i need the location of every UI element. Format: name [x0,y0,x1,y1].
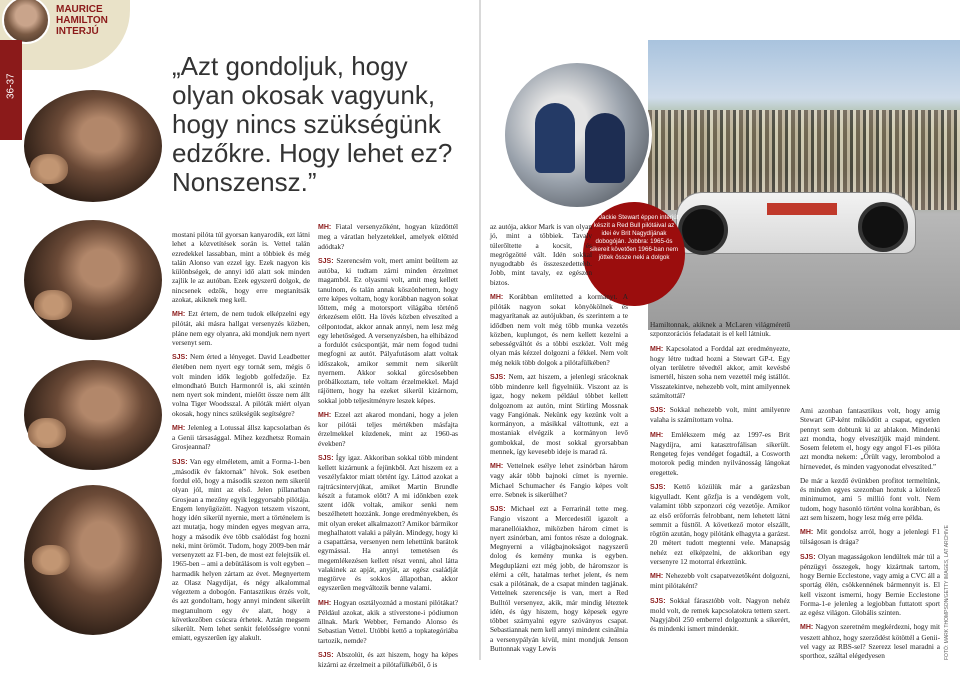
speaker-label: MH: [800,529,814,536]
page-number: 36-37 [5,73,17,99]
paragraph [490,461,628,499]
speaker-label: SJS: [318,651,334,659]
paragraph [650,320,790,339]
text-column-5 [800,406,940,665]
speaker-label: SJS: [650,407,666,414]
paragraph [318,256,458,405]
paragraph [490,372,628,456]
speaker-label: SJS: [800,553,816,561]
paragraph [650,430,790,477]
paragraph-text: Michael ezt a Ferrarinál tette meg. Fangio viszont a Mercedestől igazolt a maranellóiakhoz, miközben három címet is nyert zsinórban, ami fontos része a dolognak. Megnyerni a világbajnokságot nagyszerű dolog és kemény munka is egyben. Megduplázni ezt még jobb, de háromszor is elérni a célt, hatalmas terhet jelent, és nem csak a pilótának, de a csapat minden tagjának. Vettelnek szerencséje is van, mert a Red Bulltól versenyez, akik, már mindig léteztek idén, és úgy hiszem, hogy képesek egyre többet szárnyalni egyre szóványos csapat. Sebastiannak nem kell annyi mindent csinálnia a versenypályán kívül, mint mondjuk Jenson Buttonnak vagy Lewis [490,504,628,653]
paragraph-text: Kapcsolatod a Forddal azt eredményezte, hogy létre tudtad hozni a Stewart GP-t. Egy olyan területre tévedtél akkor, amit kevésbé ismertél, hiszen soha nem vezettél még istállót. Visszatekintve, nehezebb volt, mint amilyennek számítottál? [650,343,790,400]
paragraph-text: Ezt értem, de nem tudok elképzelni egy pilótát, aki másra hallgat versenyzés közben, pláne nem egy olyanra, aki mondjuk nem nyert versenyt sem. [172,309,310,347]
paragraph-text: Van egy elméletem, amit a Forma-1-ben „második év faktornak” hívok. Sok esetben fordul elő, hogy a második szezon nem sikerül olyan jól, mint az első. Jelen pillanatban Grosjean a mezőny egyik leggyorsabb pilótája. Engem lenyűgözött. Nagyon tetszem viszont, hogy idén sikerül nyernie, mert a történelem is azt mutatja, hogy minden egyes megvan arra, hogy a második éve több csalódást fog hozni neki, mint örömöt. Tudom, hogy 2009-ben már versenyzett az F1-ben, de most ezt felejtsük el. 1965-ben – ami a debütálásom is volt egyben – harmadik helyen zártam az évet. Megnyertem az Olasz Nagydíjat, és négy alkalommal végeztem a dobogón. Fantasztikus érzés volt, és azt gondoltam, hogy annyi mindent sikerült megtanulnom egy év alatt, hogy a következőben csúcsra érhetek. Aztán megsem sikerült. Nem lehet senkit felelősségre vonni emiatt, egyszerűen így alakult. [172,456,310,643]
paragraph-text: Szerencsém volt, mert amint beültem az autóba, ki tudtam zárni minden érzelmet magamból. Ez olyasmi volt, amit meg kellett tanulnom, és talán annak köszönhettem, hogy erre képes voltam, hogy korábban nagyon sokat lőttem, még a motorsport világába történő érkezésem előtt. Ha lövés közben elveszíted a célpontodat, akkor annak annyi, nem lesz még egy lehetőséged. A versenyzésben, ha elhibázod a fordulót csúcspontját, már nem fogod tudni megfogni az autót. Pályafutásom alatt voltak időszakok, amikor semmit nem sikerült nyernem. Akkor sokkal görcsösebben próbálkoztam, tele voltam érzelmekkel. Majd rájöttem, hogy ha ezeket sikerül kizárnom, sokkal jobb teljesítményre leszek képes. [318,255,459,405]
speaker-label: SJS: [490,373,506,381]
paragraph-text: Fiatal versenyzőként, hogyan küzdöttél meg a váratlan helyzetekkel, amelyek előttéd adódtak? [318,222,458,251]
paragraph [318,222,458,251]
paragraph-text: Kettő közülük már a garázsban kigyulladt. Kent gőzfja is a vendégem volt, valamint több szponzori cég vezetője. Amikor az első erőforrás felrobbant, nem lehetett látni semmit a füsttől. A következő motor elszállt, rögtön azután, hogy pilótánk elhagyta a garázst. 20 métert tudott megtenni vele. Manapság nehéz ezt elképzelni, de akkoriban egy versenyre 12 motorral érkeztünk. [650,481,790,566]
portrait-photo-2 [24,220,162,340]
speaker-label: MH: [650,573,664,580]
paragraph [318,598,458,645]
speaker-label: SJS: [650,483,666,491]
speaker-label: MH: [800,624,814,632]
paragraph [490,222,628,287]
speaker-label: MH: [650,431,664,439]
portrait-hand [34,290,72,320]
speaker-label: SJS: [490,506,506,513]
text-column-4 [650,320,790,639]
speaker-label: MH: [318,224,332,231]
car-wheel-rear [858,202,908,252]
text-column-1 [172,230,310,648]
paragraph-text: Nagyon szeretném megkérdezni, hogy mit veszett ahhoz, hogy szerződést kötöttél a Genii-vel vagy az RBS-sel? Szerezz lesel maradni a sporthoz, száltal elégedyesen [800,622,940,660]
paragraph-text: Így igaz. Akkoriban sokkal több mindent kellett kizárnunk a fejünkből. Azt hiszem ez a veszélyfaktor miatt történt így. Láttod azokat a rajtrácsintervjúkat, amiket Martin Brundle készít a futamok előtt? A mi időnkben ezek szent idők voltak, amikor senki nem beszélhetett hozzánk. Jonge eredményekben, és mit olyan ereket alkalmazott? Amikor bármikor meghalhatott valaki a pályán. Mindegy, hogy ki a csapattársa, versenyen nem lehettünk barátok egymással. Ha annyi temetésen és megemlékezésen kellett részt venni, ahol látta valakinek az apját, anyját, az egész családját megtörve és sokkos állapotban, akkor egyszerűen megváltozik benne valami. [318,452,459,593]
paragraph [172,309,310,347]
paragraph-text: Jelenleg a Lotussal állsz kapcsolatban és a Genii társasággal. Mihez kezdhetsz Romain Grosjeannal? [172,422,310,452]
page-spine [479,0,481,660]
paragraph-text: Vettelnek esélye lehet zsinórban három vagy akár több bajnoki címet is nyernie. Michael Schumacher és Fangio képes volt erre. Sebnek is sikerülhet? [490,461,628,499]
paragraph-text: Nehezebb volt csapatvezetőként dolgozni, mint pilótaként? [650,571,790,591]
paragraph-text: Nem érted a lényeget. David Leadbetter életében nem nyert egy tornát sem, mégis ő volt minden idők legjobb golfedzője. Ez elmondható Butch Harmonról is, aki szintén nem nyert sok mindent, mielőtt össze nem állt volna Tiger Woodsszal. A pilóták miért olyan okosak, hogy nincs szükségük segítségre? [172,352,310,418]
paragraph-text: Emlékszem még az 1997-es Brit Nagydíjra, ami katasztrofálisan sikerült. Rengeteg fejes vendéget fogadtál, a Cosworth motorok pedig minden nyilvánosság lángokat eregettek. [650,429,790,477]
header-line-3: INTERJÚ [56,26,99,37]
driver-figure [585,113,625,183]
speaker-label: SJS: [172,458,188,466]
paragraph-text: Olyan magasságokon lendültek már túl a pénzügyi összegek, hogy kizártnak tartom, hogy Bernie Ecclestone, vagy amig a CVC áll a sportág élén, csökkennének bármennyit is. El kell viszont ismerni, hogy Bernie Ecclestone Forma-1-e jelenleg a legjobban futtatott sport az egész világon. Globális szinten. [800,551,941,617]
paragraph [800,552,940,618]
paragraph [318,453,458,593]
paragraph [650,571,790,591]
paragraph-text: Abszolút, és azt hiszem, hogy ha képes kizárni az érzelmeit a pilótafülkéből, ő is [318,649,458,669]
paragraph [650,596,790,634]
portrait-hand [32,545,70,575]
paragraph-text: Ezzel azt akarod mondani, hogy a jelen kor pilótái teljes mértékben másfajta érzelmekkel küzdenek, mint az 1960-as években? [318,409,458,448]
paragraph [650,344,790,401]
paragraph-text: Sokkal nehezebb volt, mint amilyenre valaha is számítottam volna. [650,405,791,425]
speaker-label: MH: [490,293,504,301]
paragraph [650,405,790,425]
paragraph [800,406,940,471]
paragraph [172,423,310,452]
speaker-label: MH: [650,345,664,353]
paragraph [800,476,940,522]
speaker-label: SJS: [650,597,666,605]
paragraph-text: Korábban említetted a kormányt. A pilóták nagyon sokat könyökölnek és magyarítanak az autójukban, és szerintem a te idődben nem volt még több munka vezetés közben, kuplungot, és nem kellett kezelni a sebességváltót és a többi eszközt. Volt még olyan más kézzel dolgozni a fékkel. Nem volt még nekik több dolgok a pilótafülkében? [490,291,629,367]
paragraph-text: az autója, akkor Mark is van olyan jó, mint a többiek. Tavaly túlerőltette a kocsit, és megrögzötté vált. Idén sokkal nyugodtabb és összeszedettebb. Jobb, mint tavaly, ez egészen biztos. [490,222,592,287]
text-column-2 [318,222,458,674]
pull-quote: „Azt gondoljuk, hogy olyan okosak vagyunk, hogy nincs szükségünk edzőkre. Hogy lehet ez? Nonszensz.” [172,51,453,197]
paragraph-text: De már a kezdő évünkben profitot termeltünk, és minden egyes szezonban hoztuk a kötelező minimumot, ami 5 millió font volt. Nem tudom, hogy hasonló történt volna korábban, és azt sem hiszem, hogy lesz még erre példa. [800,475,940,522]
car-stripe [767,203,837,215]
text-column-3 [490,222,628,658]
header-line-2: HAMILTON [56,15,108,26]
paragraph [490,292,628,367]
podium-interview-photo [502,60,652,210]
speaker-label: MH: [318,411,332,419]
paragraph-text: mostani pilóta túl gyorsan kanyarodik, ezt látni lehet a közvetítések során is. Vettel talán ezredekkel lassabban, mint a többiek és még talán Alonso van ezzel így. Ezek nagyon kis különbségek, de annyi idő alatt sok minden zajlik le az autóban. Ezek egyszerű dolgok, de nincsenek edzők, hogy erre megtanítsák azokat, akiknek meg kell. [172,230,310,304]
paragraph [172,230,310,304]
race-car-photo [648,40,960,330]
portrait-hand [30,154,68,184]
paragraph [172,457,310,643]
header-title [56,4,108,37]
speaker-label: SJS: [172,354,188,361]
speaker-label: MH: [318,599,332,607]
paragraph [800,622,940,660]
speaker-label: MH: [172,311,186,318]
car-wheel-front [678,205,728,255]
caption-text: Sir Jackie Stewart éppen interjút készít a Red Bull pilótáival az idei év Brit Nagydíjának dobogóján. Jobbra: 1965-ös sikereit követően 1966-ban nem jöttek össze neki a dolgok [589,214,679,261]
driver-figure [535,103,575,173]
interviewer-avatar [2,0,50,44]
speaker-label: SJS: [318,454,334,462]
photo-credit: FOTÓ: MARK THOMPSON/GETTY IMAGES, LAT ARCHIVE [944,525,950,660]
paragraph-text: Mit gondolsz arról, hogy a jelenlegi F1 túlságosan is drága? [800,527,940,547]
speaker-label: SJS: [318,257,334,265]
paragraph [318,650,458,670]
paragraph-text: Sokkal fárasztóbb volt. Nagyon nehéz mold volt, de remek kapcsolatokra tettem szert. Nagyjából 250 emberrel dolgoztunk a sikerért, és mindenki ismert mindenkit. [650,595,791,634]
paragraph [172,352,310,418]
portrait-hand [28,418,66,448]
portrait-photo-3 [24,360,162,470]
paragraph-text: Hogyan osztályoznád a mostani pilótákat? Például azokat, akik a stíverstone-i pódiumon állnak. Mark Webber, Fernando Alonso és Sebastian Vettel. Utóbbi kettő a topkategóriába tartozik, nemde? [318,597,458,645]
header-line-1: MAURICE [56,4,103,15]
paragraph [318,410,458,448]
portrait-photo-1 [24,90,162,202]
speaker-label: MH: [172,424,186,432]
paragraph [800,527,940,547]
paragraph-text: Hamiltonnak, akiknek a McLaren világméretű szponzorációs feladatait is el kell látniuk. [650,320,790,339]
paragraph-text: Nem, azt hiszem, a jelenlegi srácoknak több mindenre kell figyelniük. Viszont az is igaz, hogy nekem például többet kellett dolgoznom az autón, mint Stirling Mossnak vagy Fangiónak. Nekünk egy kezünk volt a kormányon, a másikkal váltottunk, ezt a mostaniak elvégzik a kormányon levő gombokkal, de most sokkal gyorsabban mennek, így kevesebb ideje is marad rá. [490,371,628,456]
portrait-photo-4 [24,485,162,635]
paragraph [490,504,628,653]
paragraph-text: Ami azonban fantasztikus volt, hogy amig Stewart GP-ként működött a csapat, egyetlen pennyt sem dobtunk ki az ablakon. Mindenki azt mondta, hogy elveszítjük majd mindent. Sosem feletem el, hogy egy angol F1-es pilóta azt mondta nekem: „Őrült vagy, lerombolod a hírnevedet, és minden vagyonodat elveszíted.” [800,406,940,471]
paragraph [650,482,790,566]
speaker-label: MH: [490,463,504,470]
